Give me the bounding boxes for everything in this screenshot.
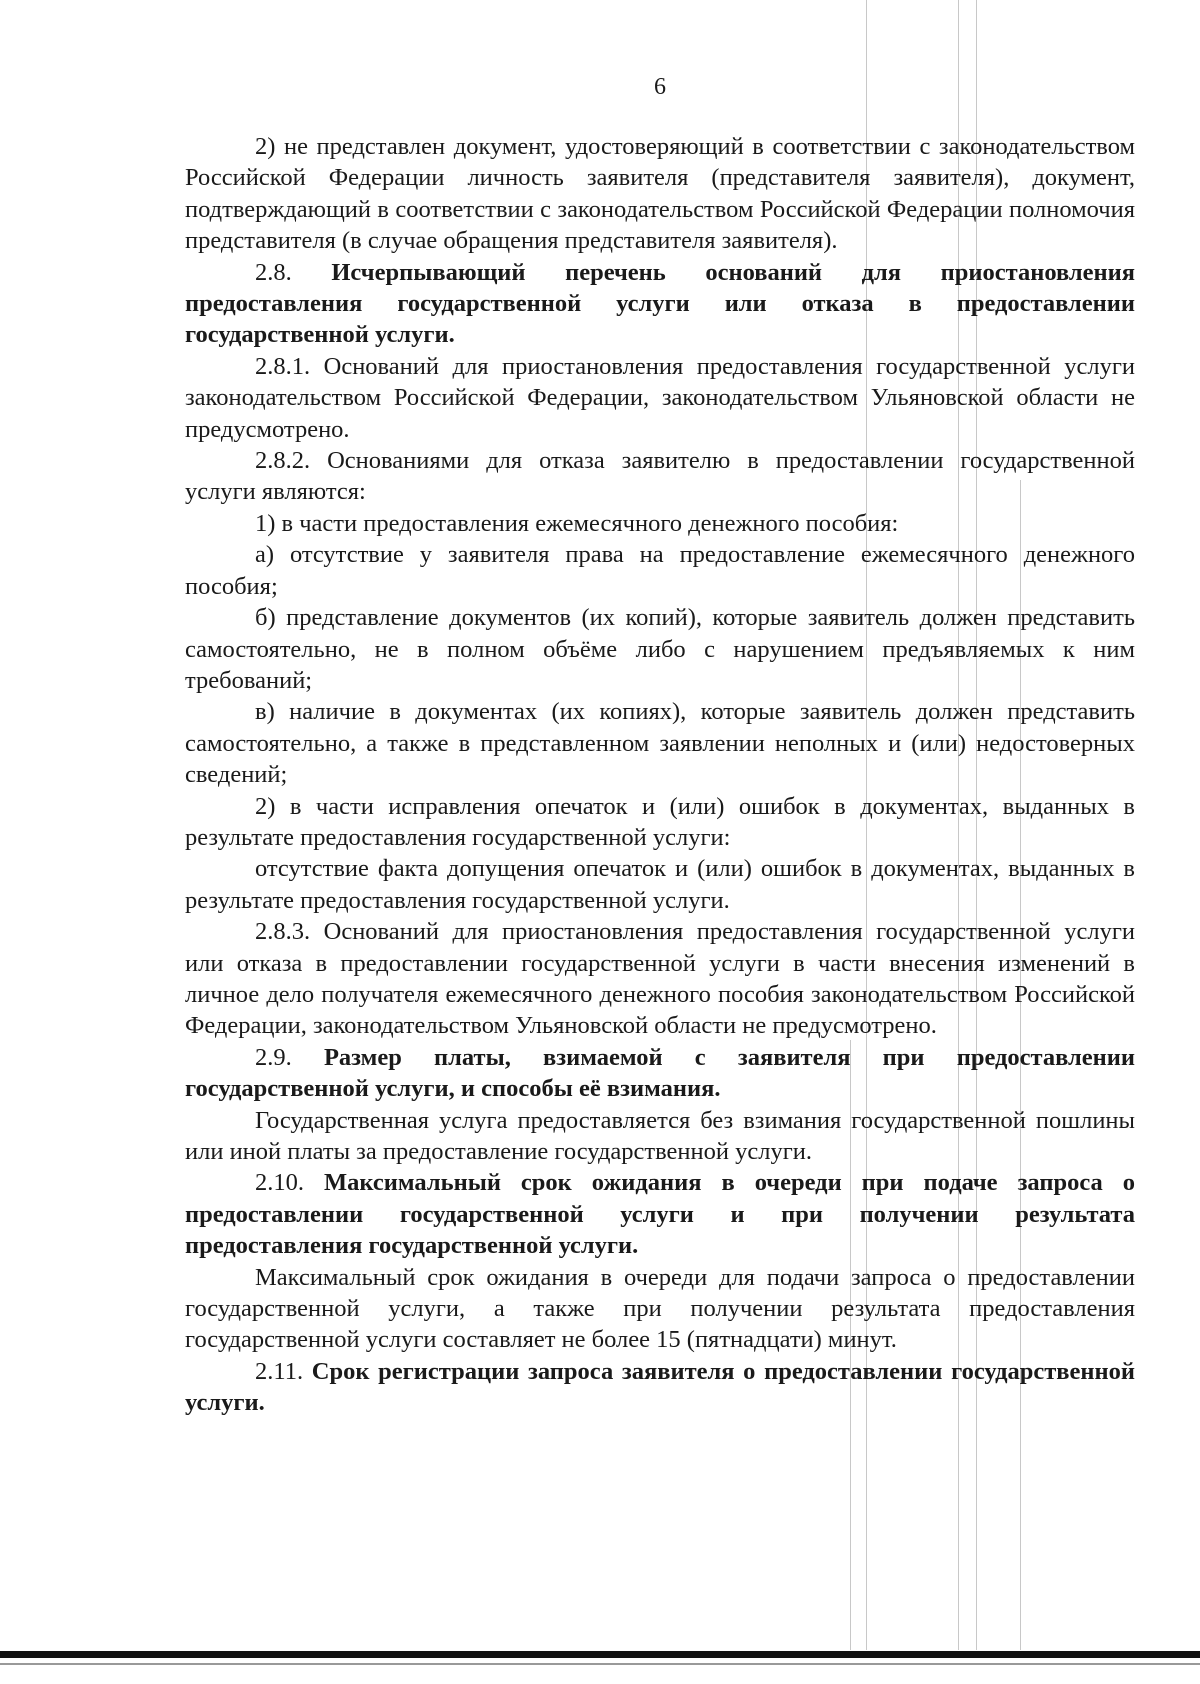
paragraph: а) отсутствие у заявителя права на предоставление ежемесячного денежного пособия; [185,541,1135,600]
section-number: 2.8. [255,258,292,286]
paragraph: 2.8.3. Оснований для приостановления предоставления государственной услуги или отказа в предоставлении государственной услуги в части внесения изменений в личное дело получателя ежемесячного денежного пособия законодательством Российской Федерации, законодательством Ульяновской области не предусмотрено. [185,918,1135,1040]
paragraph: 2) в части исправления опечаток и (или) ошибок в документах, выданных в результате предоставления государственной услуги: [185,792,1135,851]
section-title: Исчерпывающий перечень оснований для приостановления предоставления государственной услуги или отказа в предоставлении государственной услуги. [185,258,1135,349]
section-heading [185,1167,1135,1261]
paragraph: Максимальный срок ожидания в очереди для подачи запроса о предоставлении государственной услуги, а также при получении результата предоставления государственной услуги составляет не более 15 (пятнадцати) минут. [185,1263,1135,1354]
document-body [185,131,1135,1419]
paragraph: Государственная услуга предоставляется без взимания государственной пошлины или иной платы за предоставление государственной услуги. [185,1106,1135,1165]
section-title: Срок регистрации запроса заявителя о предоставлении государственной услуги. [185,1357,1135,1417]
paragraph: 2.8.1. Оснований для приостановления предоставления государственной услуги законодательством Российской Федерации, законодательством Ульяновской области не предусмотрено. [185,352,1135,443]
section-number: 2.10. [255,1169,304,1197]
section-title: Максимальный срок ожидания в очереди при подаче запроса о предоставлении государственной услуги и при получении результата предоставления государственной услуги. [185,1169,1136,1260]
scan-bottom-edge [0,1651,1200,1658]
paragraph: 2.8.2. Основаниями для отказа заявителю в предоставлении государственной услуги являются: [185,447,1135,506]
paragraph: 1) в части предоставления ежемесячного денежного пособия: [255,509,899,537]
paragraph: отсутствие факта допущения опечаток и (или) ошибок в документах, выданных в результате предоставления государственной услуги. [185,855,1135,914]
section-heading [185,257,1135,351]
paragraph: 2) не представлен документ, удостоверяющий в соответствии с законодательством Российской Федерации личность заявителя (представителя заявителя), документ, подтверждающий в соответствии с законодательством Российской Федерации полномочия представителя (в случае обращения представителя заявителя). [185,133,1135,255]
section-heading [185,1356,1135,1419]
paragraph: б) представление документов (их копий), которые заявитель должен представить самостоятельно, не в полном объёме либо с нарушением предъявляемых к ним требований; [185,604,1135,694]
scan-bottom-edge-thin [0,1663,1200,1665]
section-number: 2.11. [255,1357,304,1385]
section-number: 2.9. [255,1043,292,1071]
page-number: 6 [654,74,666,100]
section-heading [185,1042,1135,1105]
section-title: Размер платы, взимаемой с заявителя при предоставлении государственной услуги, и способы её взимания. [185,1043,1135,1103]
paragraph: в) наличие в документах (их копиях), которые заявитель должен представить самостоятельно, а также в представленном заявлении неполных и (или) недостоверных сведений; [185,698,1135,789]
